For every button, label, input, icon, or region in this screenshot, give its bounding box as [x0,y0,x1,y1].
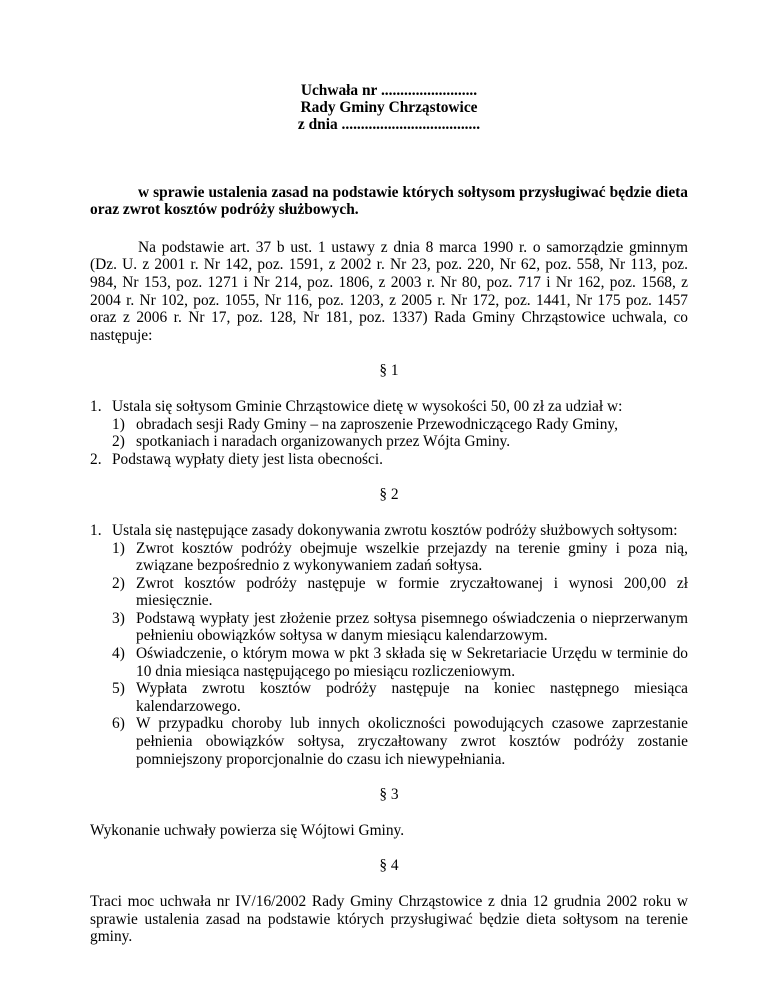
point-number: 4) [112,645,125,663]
point-number: 2) [112,574,125,592]
section-1-paragraph-2 [90,451,688,469]
point-text: spotkaniach i naradach organizowanych przez Wójta Gminy. [136,433,511,451]
council-name-line: Rady Gminy Chrząstowice [300,99,478,117]
section-2-mark: § 2 [379,486,399,504]
section-1-point-list [112,416,688,451]
point-number: 3) [112,609,125,627]
point-text: obradach sesji Rady Gminy – na zaproszenie Przewodniczącego Rady Gminy, [136,415,618,433]
list-item [112,433,688,451]
paragraph-number: 1. [90,397,102,415]
point-text: Oświadczenie, o którym mowa w pkt 3 składa się w Sekretariacie Urzędu w terminie do 10 dnia miesiąca następującego po miesiącu rozliczeniowym. [136,645,688,680]
point-number: 6) [112,715,125,733]
list-item [112,610,688,645]
section-2-point-list [112,540,688,769]
point-number: 5) [112,680,125,698]
document-heading [90,82,688,134]
section-1-list [90,398,688,468]
list-item [112,680,688,715]
section-2-list [90,522,688,768]
section-3-text: Wykonanie uchwały powierza się Wójtowi Gminy. [90,821,405,839]
point-text: Podstawą wypłaty jest złożenie przez sołtysa pisemnego oświadczenia o nieprzerwanym pełnieniu obowiązków sołtysa w danym miesiącu kalendarzowym. [136,609,688,645]
point-text: Wypłata zwrotu kosztów podróży następuje na koniec następnego miesiąca kalendarzowego. [136,680,688,715]
point-text: Zwrot kosztów podróży obejmuje wszelkie przejazdy na terenie gminy i poza nią, związane bezpośrednio z wykonywaniem zadań sołtysa. [136,539,688,575]
section-4-mark: § 4 [379,857,399,875]
paragraph-number: 2. [90,450,102,468]
list-item [112,540,688,575]
point-number: 1) [112,539,125,557]
section-1-mark: § 1 [379,362,399,380]
list-item [112,715,688,768]
legal-basis-preamble: Na podstawie art. 37 b ust. 1 ustawy z dnia 8 marca 1990 r. o samorządzie gminnym (Dz. U. z 2001 r. Nr 142, poz. 1591, z 2002 r. Nr 23, poz. 220, Nr 62, poz. 558, Nr 113, poz. 984, Nr 153, poz. 1271 i Nr 214, poz. 1806, z 2003 r. Nr 80, poz. 717 i Nr 162, poz. 1568, z 2004 r. Nr 102, poz. 1055, Nr 116, poz. 1203, z 2005 r. Nr 172, poz. 1441, Nr 175 poz. 1457 oraz z 2006 r. Nr 17, poz. 128, Nr 181, poz. 1337) Rada Gminy Chrząstowice uchwala, co następuje: [90,238,688,344]
resolution-subject: w sprawie ustalenia zasad na podstawie których sołtysom przysługiwać będzie dieta oraz zwrot kosztów podróży służbowych. [90,183,688,219]
paragraph-text: Ustala się następujące zasady dokonywania zwrotu kosztów podróży służbowych sołtysom: [112,521,678,539]
resolution-number-line: Uchwała nr ......................... [300,82,478,99]
point-number: 1) [112,415,125,433]
paragraph-number: 1. [90,521,102,539]
point-text: Zwrot kosztów podróży następuje w formie zryczałtowanej i wynosi 200,00 zł miesięcznie. [136,574,688,610]
point-number: 2) [112,433,125,451]
section-1-paragraph-1 [90,398,688,451]
list-item [112,575,688,610]
resolution-date-line: z dnia .................................... [297,116,481,134]
point-text: W przypadku choroby lub innych okoliczności powodujących czasowe zaprzestanie pełnienia obowiązków sołtysa, zryczałtowany zwrot kosztów podróży zostanie pomniejszony proporcjonalnie do czasu ich niewypełniania. [136,715,688,768]
paragraph-text: Podstawą wypłaty diety jest lista obecności. [112,450,383,468]
section-4-text: Traci moc uchwała nr IV/16/2002 Rady Gminy Chrząstowice z dnia 12 grudnia 2002 roku w sprawie ustalenia zasad na podstawie których przysługiwać będzie dieta sołtysom na terenie gminy. [90,893,688,946]
paragraph-text: Ustala się sołtysom Gminie Chrząstowice dietę w wysokości 50, 00 zł za udział w: [112,397,623,415]
section-3-mark: § 3 [379,786,399,804]
list-item [112,645,688,680]
section-2-paragraph-1 [90,522,688,768]
document-page [90,82,688,946]
list-item [112,416,688,434]
